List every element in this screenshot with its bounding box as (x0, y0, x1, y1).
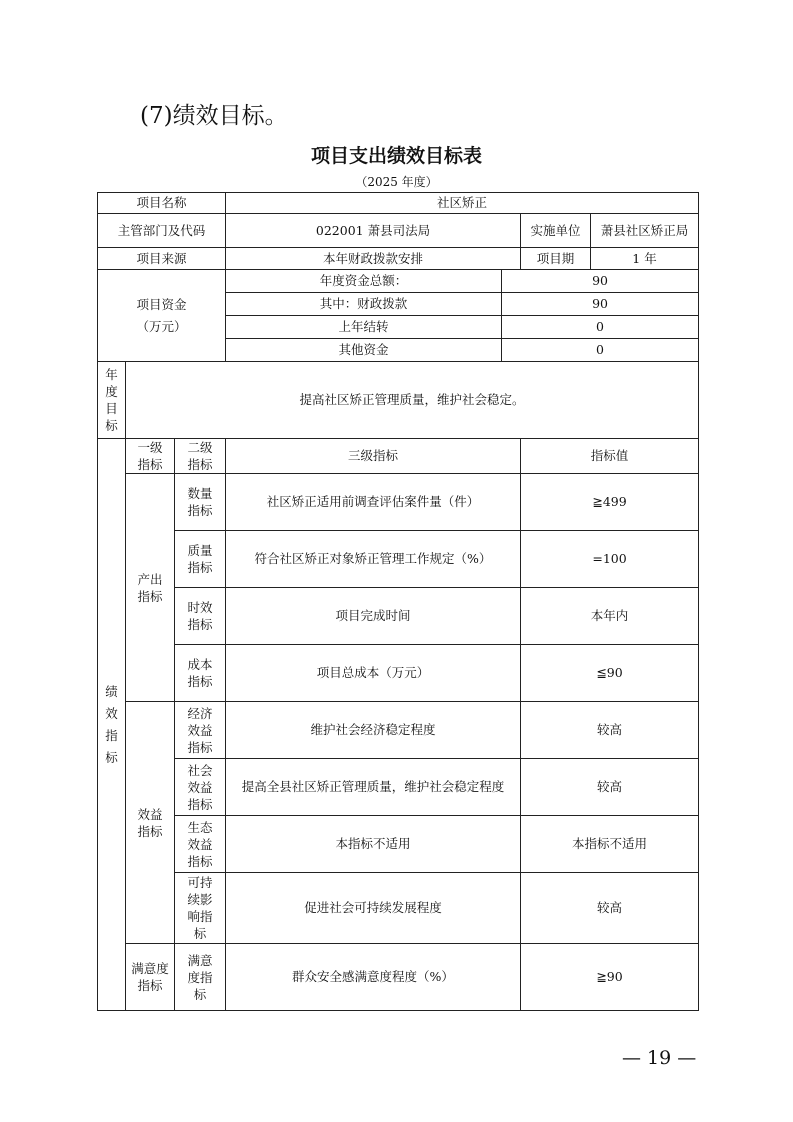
dept-value: 022001 萧县司法局 (226, 214, 521, 248)
level2-cell: 可持续影响指标 (175, 873, 226, 944)
value-cell: 较高 (521, 702, 699, 759)
level3-cell: 项目总成本（万元） (226, 645, 521, 702)
table-row (98, 816, 699, 873)
performance-target-table (97, 192, 699, 1011)
header-level2: 二级指标 (175, 439, 226, 474)
level2-cell: 质量指标 (175, 531, 226, 588)
header-level1: 一级指标 (126, 439, 175, 474)
value-cell: ≧499 (521, 474, 699, 531)
table-row (98, 214, 699, 248)
level2-cell: 经济效益指标 (175, 702, 226, 759)
level2-cell: 数量指标 (175, 474, 226, 531)
level3-cell: 社区矫正适用前调查评估案件量（件） (226, 474, 521, 531)
funds-label-cell (98, 270, 226, 362)
level3-cell: 维护社会经济稳定程度 (226, 702, 521, 759)
level1-benefit: 效益指标 (126, 702, 175, 944)
value-cell: 较高 (521, 873, 699, 944)
table-row (98, 944, 699, 1011)
source-label: 项目来源 (98, 248, 226, 270)
table-row (98, 531, 699, 588)
level2-cell: 社会效益指标 (175, 759, 226, 816)
value-cell: 本指标不适用 (521, 816, 699, 873)
funds-total-value: 90 (502, 270, 699, 293)
funds-other-value: 0 (502, 339, 699, 362)
level2-cell: 满意度指标 (175, 944, 226, 1011)
dept-label: 主管部门及代码 (98, 214, 226, 248)
level2-cell: 生态效益指标 (175, 816, 226, 873)
funds-carryover-label: 上年结转 (226, 316, 502, 339)
table-row (98, 873, 699, 944)
annual-goal-text: 提高社区矫正管理质量，维护社会稳定。 (126, 362, 699, 439)
table-row (98, 645, 699, 702)
year-note: （2025 年度） (355, 175, 438, 189)
value-cell: ≧90 (521, 944, 699, 1011)
value-cell: =100 (521, 531, 699, 588)
period-value: 1 年 (591, 248, 699, 270)
table-title: 项目支出绩效目标表 (310, 145, 482, 167)
table-row (98, 588, 699, 645)
funds-fiscal-value: 90 (502, 293, 699, 316)
period-label: 项目期 (521, 248, 591, 270)
table-row (98, 439, 699, 474)
project-name-value: 社区矫正 (226, 193, 699, 214)
funds-fiscal-label: 其中：财政拨款 (226, 293, 502, 316)
level3-cell: 群众安全感满意度程度（%） (226, 944, 521, 1011)
level3-cell: 促进社会可持续发展程度 (226, 873, 521, 944)
impl-label: 实施单位 (521, 214, 591, 248)
value-cell: ≦90 (521, 645, 699, 702)
table-row (98, 193, 699, 214)
level3-cell: 项目完成时间 (226, 588, 521, 645)
funds-total-label: 年度资金总额： (226, 270, 502, 293)
funds-other-label: 其他资金 (226, 339, 502, 362)
level3-cell: 本指标不适用 (226, 816, 521, 873)
level1-output: 产出指标 (126, 474, 175, 702)
annual-goal-label: 年度目标 (105, 367, 118, 433)
funds-label: 项目资金 (136, 296, 187, 312)
source-value: 本年财政拨款安排 (226, 248, 521, 270)
project-name-label: 项目名称 (98, 193, 226, 214)
section-heading: (7)绩效目标。 (140, 103, 288, 129)
annual-goal-label-cell (98, 362, 126, 439)
level2-cell: 时效指标 (175, 588, 226, 645)
level3-cell: 符合社区矫正对象矫正管理工作规定（%） (226, 531, 521, 588)
header-level3: 三级指标 (226, 439, 521, 474)
level2-cell: 成本指标 (175, 645, 226, 702)
header-value: 指标值 (521, 439, 699, 474)
table-row (98, 248, 699, 270)
funds-carryover-value: 0 (502, 316, 699, 339)
funds-unit: （万元） (136, 318, 187, 334)
table-row (98, 759, 699, 816)
value-cell: 本年内 (521, 588, 699, 645)
performance-label-cell (98, 439, 126, 1011)
table-row (98, 474, 699, 531)
value-cell: 较高 (521, 759, 699, 816)
impl-value: 萧县社区矫正局 (591, 214, 699, 248)
level3-cell: 提高全县社区矫正管理质量，维护社会稳定程度 (226, 759, 521, 816)
performance-label: 绩效指标 (105, 683, 118, 765)
table-row (98, 702, 699, 759)
table-row (98, 362, 699, 439)
page-number: — 19 — (622, 1047, 697, 1069)
level1-satisfaction: 满意度指标 (126, 944, 175, 1011)
table-row (98, 270, 699, 293)
